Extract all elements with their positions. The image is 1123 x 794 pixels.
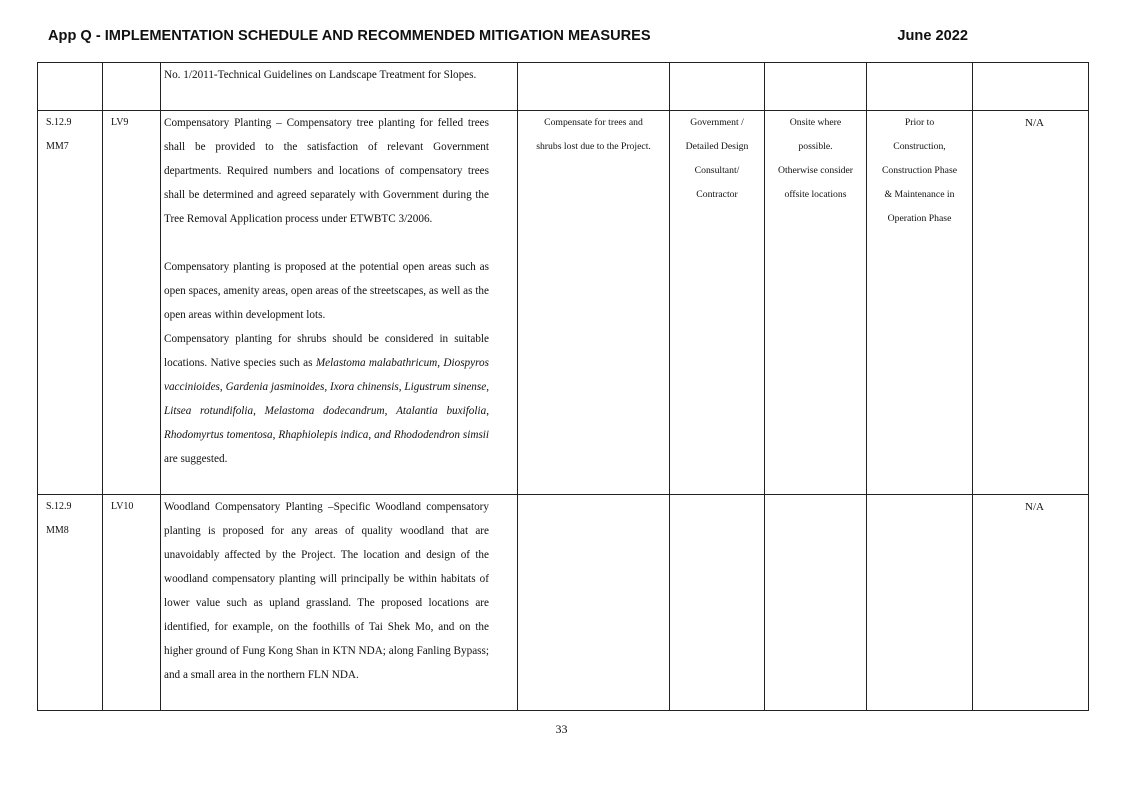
species-name: Rhodomyrtus tomentosa [164,429,273,441]
location-cell [765,111,867,495]
document-title: App Q - IMPLEMENTATION SCHEDULE AND RECOMMENDED MITIGATION MEASURES [48,28,651,44]
measure-cell [161,63,518,111]
table-row [38,495,1089,711]
who-cell [670,495,765,711]
implementation-schedule-table [37,62,1089,711]
code-cell [103,63,161,111]
measure-text: Compensatory planting is proposed at the potential open areas such as open spaces, amenity areas, open areas of the streetscapes, as well as the open areas within development lots. [164,261,489,321]
species-intro: Compensatory planting for shrubs should be considered in suitable locations. Native species such as [164,333,489,369]
who-line: Detailed Design [685,141,749,152]
measure-cell [161,495,518,711]
page-number: 33 [555,722,568,736]
measure-text: Woodland Compensatory Planting –Specific Woodland compensatory planting is proposed for any areas of quality woodland that are unavoidably affected by the Project. The location and design of the woodland compensatory planting will principally be within habitats of lower value such as upland grassland. The proposed locations are identified, for example, on the foothills of Tai Shek Mo, and on the higher ground of Fung Kong Shan in KTN NDA; along Fanling Bypass; and a small area in the northern FLN NDA. [164,501,489,681]
measure-code: LV10 [111,501,134,512]
who-cell [670,111,765,495]
species-name: Ixora chinensis [330,381,399,393]
when-cell [867,63,973,111]
when-line: Construction, [893,141,946,152]
species-name: Melastoma malabathricum [315,357,438,369]
ref-section: S.12.9 [46,117,72,128]
ref-cell [38,495,103,711]
species-name: Melastoma dodecandrum [264,405,385,417]
requirements-value: N/A [1025,501,1044,513]
species-name: Rhaphiolepis indica [278,429,369,441]
location-line: Onsite where [789,117,842,128]
requirements-cell [973,63,1089,111]
location-cell [765,495,867,711]
species-name: Diospyros vaccinioides [164,357,489,393]
ref-cell [38,111,103,495]
table-row [38,63,1089,111]
when-line: & Maintenance in [884,189,955,200]
objective-cell [518,111,670,495]
code-cell [103,495,161,711]
measure-text: Compensatory planting for shrubs should be considered in suitable locations. Native species such as Melastoma malabathricum, Diospyros vaccinioides, Gardenia jasminoides, Ixora chinensis, Ligustrum sinense, Litsea rotundifolia, Melastoma dodecandrum, Atalantia buxifolia, Rhodomyrtus tomentosa, Rhaphiolepis indica, and Rhododendron simsii are suggested. [164,333,490,465]
location-line: Otherwise consider [777,165,854,176]
species-name: Ligustrum sinense [404,381,487,393]
measure-text: No. 1/2011-Technical Guidelines on Landscape Treatment for Slopes. [164,69,477,81]
objective-cell [518,495,670,711]
ref-section: S.12.9 [46,501,72,512]
document-date: June 2022 [897,28,968,44]
when-line: Operation Phase [887,213,952,224]
when-cell [867,495,973,711]
objective-line: shrubs lost due to the Project. [536,141,651,152]
species-end: are suggested. [164,453,228,465]
measure-code: LV9 [111,117,129,128]
location-line: possible. [798,141,833,152]
species-name: Atalantia buxifolia [396,405,487,417]
when-line: Prior to [904,117,935,128]
ref-measure: MM8 [46,525,69,536]
measure-text: Compensatory Planting – Compensatory tree planting for felled trees shall be provided to the satisfaction of relevant Government departments. Required numbers and locations of compensatory trees shall be determined and agreed separately with Government during the Tree Removal Application process under ETWBTC 3/2006. [164,117,489,225]
species-name: Gardenia jasminoides [225,381,325,393]
table-row [38,111,1089,495]
ref-measure: MM7 [46,141,69,152]
requirements-cell [973,111,1089,495]
objective-cell [518,63,670,111]
ref-cell [38,63,103,111]
species-name: Litsea rotundifolia [164,405,254,417]
species-name: Rhododendron simsii [393,429,490,441]
requirements-cell [973,495,1089,711]
who-cell [670,63,765,111]
requirements-value: N/A [1025,117,1044,129]
who-line: Government / [690,117,744,128]
when-cell [867,111,973,495]
who-line: Contractor [696,189,738,200]
species-and: and [374,429,394,441]
code-cell [103,111,161,495]
location-line: offsite locations [784,189,847,200]
who-line: Consultant/ [694,165,740,176]
page-header [48,28,968,48]
when-line: Construction Phase [881,165,958,176]
objective-line: Compensate for trees and [544,117,643,128]
measure-cell [161,111,518,495]
location-cell [765,63,867,111]
